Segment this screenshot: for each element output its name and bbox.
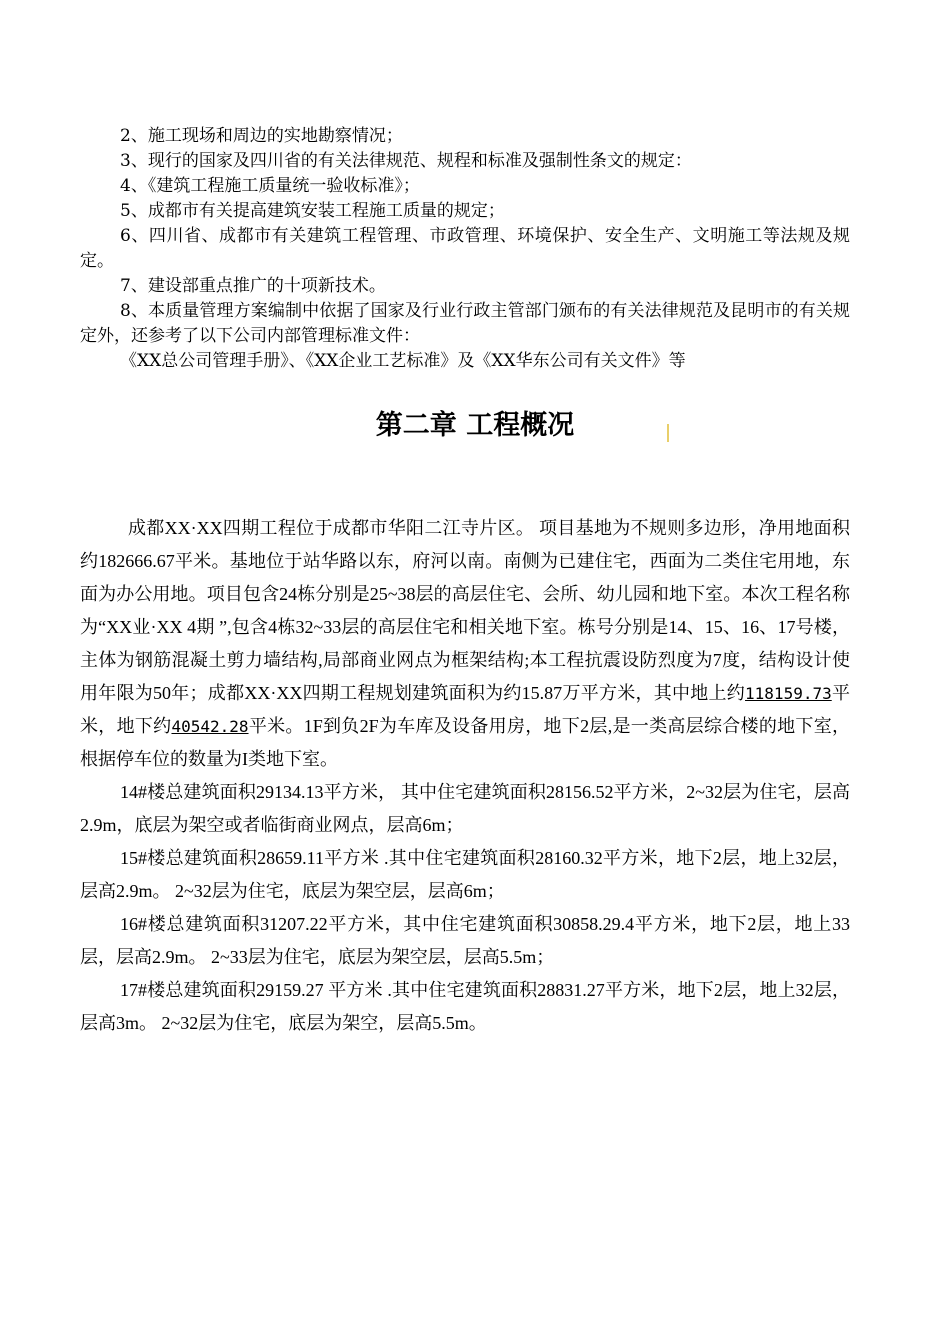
above-ground-area: 118159.73 [745,684,832,703]
building-16-paragraph: 16#楼总建筑面积31207.22平方米，其中住宅建筑面积30858.29.4平方米，地下2层，地上33层，层高2.9m。 2~33层为住宅，底层为架空层，层高5.5m； [80,914,850,967]
chapter-title: 第二章 工程概况 [375,410,575,441]
list-item: 2、施工现场和周边的实地勘察情况； [120,126,403,146]
text-cursor [667,424,669,442]
overview-text: 平米。1F到负2F为车库及设备用房，地下2层,是一类高层综合楼的地下室，根据停车位的数量为I类地下室。 [80,716,850,769]
overview-paragraph [80,512,850,776]
list-item: 5、成都市有关提高建筑安装工程施工质量的规定； [120,201,505,221]
below-ground-area: 40542.28 [171,717,249,736]
list-item-documents: 《XX总公司管理手册》、《XX企业工艺标准》及《XX华东公司有关文件》等 [120,351,686,371]
basis-list [80,124,850,374]
building-15-paragraph: 15#楼总建筑面积28659.11平方米 .其中住宅建筑面积28160.32平方米，地下2层，地上32层，层高2.9m。 2~32层为住宅，底层为架空层，层高6m； [80,848,850,901]
list-item: 7、建设部重点推广的十项新技术。 [120,276,386,296]
list-item: 6、四川省、成都市有关建筑工程管理、市政管理、环境保护、安全生产、文明施工等法规及规定。 [80,226,850,271]
overview-text: 平米，地下约 [80,683,850,736]
list-item: 3、现行的国家及四川省的有关法律规范、规程和标准及强制性条文的规定： [120,151,692,171]
list-item: 4、《建筑工程施工质量统一验收标准》； [120,176,420,196]
building-14-paragraph: 14#楼总建筑面积29134.13平方米， 其中住宅建筑面积28156.52平方米，2~32层为住宅，层高2.9m，底层为架空或者临街商业网点，层高6m； [80,782,850,835]
project-overview [80,512,850,1040]
building-17-paragraph: 17#楼总建筑面积29159.27 平方米 .其中住宅建筑面积28831.27平方米，地下2层，地上32层，层高3m。 2~32层为住宅，底层为架空，层高5.5m。 [80,980,850,1033]
list-item: 8、本质量管理方案编制中依据了国家及行业行政主管部门颁布的有关法律规范及昆明市的有关规定外，还参考了以下公司内部管理标准文件： [80,301,850,346]
overview-text: 成都XX·XX四期工程位于成都市华阳二江寺片区。 项目基地为不规则多边形，净用地面积约182666.67平米。基地位于站华路以东，府河以南。南侧为已建住宅，西面为二类住宅用地，东面为办公用地。项目包含24栋分别是25~38层的高层住宅、会所、幼儿园和地下室。本次工程名称为“XX业·XX 4期 ”,包含4栋32~33层的高层住宅和相关地下室。栋号分别是14、15、16、17号楼，主体为钢筋混凝土剪力墙结构,局部商业网点为框架结构;本工程抗震设防烈度为7度，结构设计使用年限为50年；成都XX·XX四期工程规划建筑面积为约15.87万平方米，其中地上约 [80,518,850,703]
